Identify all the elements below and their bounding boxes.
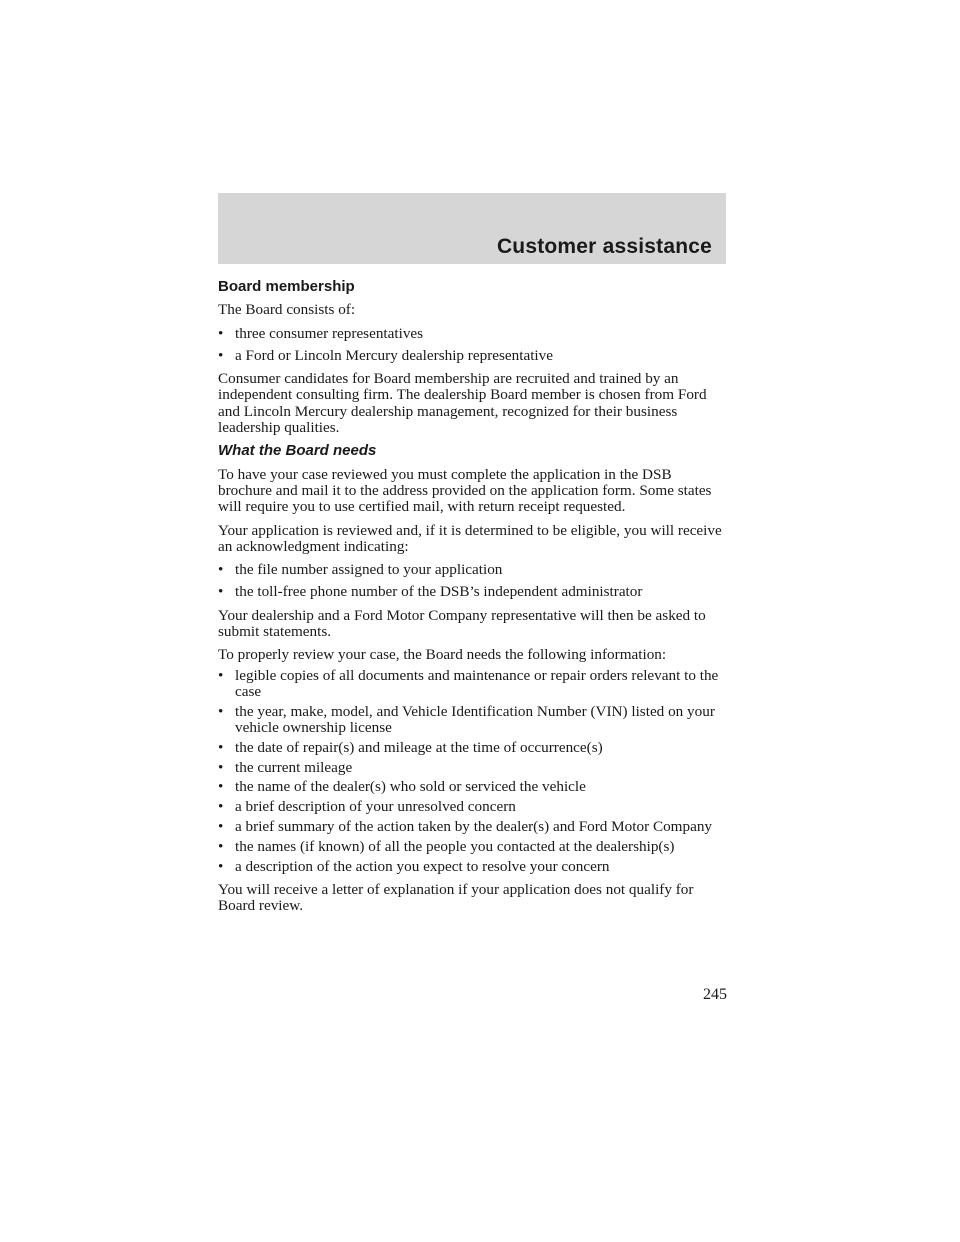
section-title: Customer assistance [496, 235, 712, 258]
list-item: • the date of repair(s) and mileage at the time of occurrence(s) [218, 738, 603, 756]
acknowledgment-list [218, 562, 728, 601]
bullet-icon: • [218, 346, 224, 364]
page-content [218, 279, 728, 922]
page-number: 245 [703, 986, 727, 1003]
needs-paragraph-3: Your dealership and a Ford Motor Company representative will then be asked to submit statements. [218, 606, 706, 641]
list-item: • the file number assigned to your application [218, 561, 503, 579]
list-item: • the year, make, model, and Vehicle Identification Number (VIN) listed on your vehicle ownership license [218, 702, 715, 737]
bullet-icon: • [218, 837, 224, 855]
section-header-band [218, 193, 726, 264]
bullet-icon: • [218, 583, 224, 601]
list-item: • the names (if known) of all the people you contacted at the dealership(s) [218, 837, 675, 855]
list-item: • a description of the action you expect to resolve your concern [218, 857, 610, 875]
bullet-icon: • [218, 857, 224, 875]
heading-what-board-needs: What the Board needs [218, 442, 377, 460]
list-item: • a Ford or Lincoln Mercury dealership representative [218, 346, 553, 364]
list-item: • the name of the dealer(s) who sold or serviced the vehicle [218, 778, 586, 796]
bullet-icon: • [218, 798, 224, 816]
board-members-list [218, 326, 728, 365]
board-intro: The Board consists of: [218, 301, 356, 319]
bullet-icon: • [218, 818, 224, 836]
bullet-icon: • [218, 738, 224, 756]
bullet-icon: • [218, 561, 224, 579]
needs-paragraph-5: You will receive a letter of explanation if your application does not qualify for Board review. [218, 880, 694, 915]
needs-paragraph-2: Your application is reviewed and, if it is determined to be eligible, you will receive an acknowledgment indicating: [218, 521, 722, 555]
heading-board-membership: Board membership [218, 278, 355, 295]
list-item: • a brief summary of the action taken by the dealer(s) and Ford Motor Company [218, 818, 713, 836]
list-item: • three consumer representatives [218, 324, 424, 342]
list-item: • the toll-free phone number of the DSB’s independent administrator [218, 583, 643, 601]
list-item: • the current mileage [218, 758, 353, 776]
list-item: • legible copies of all documents and maintenance or repair orders relevant to the case [218, 666, 719, 700]
bullet-icon: • [218, 324, 224, 342]
list-item: • a brief description of your unresolved concern [218, 798, 516, 816]
needs-paragraph-4: To properly review your case, the Board needs the following information: [218, 646, 667, 664]
bullet-icon: • [218, 666, 224, 684]
board-membership-paragraph: Consumer candidates for Board membership are recruited and trained by an independent consulting firm. The dealership Board member is chosen from Ford and Lincoln Mercury dealership management, recognized for their business leadership qualities. [218, 370, 707, 437]
bullet-icon: • [218, 778, 224, 796]
needs-paragraph-1: To have your case reviewed you must complete the application in the DSB brochure and mail it to the address provided on the application form. Some states will require you to use certified mail, with return receipt requested. [218, 465, 712, 516]
bullet-icon: • [218, 758, 224, 776]
bullet-icon: • [218, 702, 224, 720]
required-info-list [218, 668, 728, 875]
